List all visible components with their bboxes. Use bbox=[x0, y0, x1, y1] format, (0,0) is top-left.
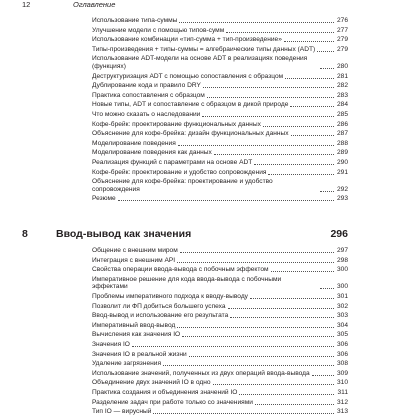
toc-entry-title: Моделирование поведения bbox=[92, 139, 176, 147]
toc-entry-title: Кофе-брейк: проектирование функциональных данных bbox=[92, 120, 261, 128]
toc-entry-page: 301 bbox=[336, 292, 348, 300]
toc-entry bbox=[92, 55, 348, 70]
dot-leader bbox=[214, 154, 334, 155]
toc-entry-page: 286 bbox=[336, 120, 348, 128]
toc-entry-title: Позволит ли ФП добиться большего успеха bbox=[92, 302, 226, 310]
toc-entry-page: 285 bbox=[336, 110, 348, 118]
dot-leader bbox=[290, 106, 334, 107]
toc-entry-page: 279 bbox=[336, 45, 348, 53]
toc-entry-page: 283 bbox=[336, 91, 348, 99]
running-title: Оглавление bbox=[73, 0, 116, 9]
toc-entry bbox=[92, 121, 348, 129]
toc-entry bbox=[92, 82, 348, 90]
toc-entry bbox=[92, 341, 348, 349]
toc-entry bbox=[92, 276, 348, 291]
toc-entry-title: Свойства операции ввода-вывода с побочным эффектом bbox=[92, 266, 269, 274]
dot-leader bbox=[179, 22, 334, 23]
dot-leader bbox=[271, 271, 334, 272]
toc-entry-title: Что можно сказать о наследовании bbox=[92, 110, 201, 118]
toc-entry bbox=[92, 351, 348, 359]
toc-entry-title: Практика создания и объединения значений IO bbox=[92, 388, 238, 396]
chapter-title: Ввод-вывод как значения bbox=[56, 228, 192, 240]
toc-list-continued bbox=[92, 17, 348, 205]
dot-leader bbox=[268, 174, 334, 175]
toc-entry-title: Вычисления как значения IO bbox=[92, 331, 181, 339]
toc-entry-page: 305 bbox=[336, 331, 348, 339]
dot-leader bbox=[250, 298, 334, 299]
toc-entry-title: Резюме bbox=[92, 195, 116, 203]
toc-entry-title: Типы-произведения + типы-суммы = алгебраические типы данных (ADT) bbox=[92, 45, 316, 53]
toc-entry bbox=[92, 322, 348, 330]
toc-entry bbox=[92, 195, 348, 203]
toc-entry-page: 290 bbox=[336, 158, 348, 166]
dot-leader bbox=[317, 51, 334, 52]
dot-leader bbox=[320, 288, 334, 289]
toc-entry-page: 291 bbox=[336, 168, 348, 176]
toc-entry bbox=[92, 312, 348, 320]
toc-entry-title: Императивное решение для кода ввода-вывода с побочными эффектами bbox=[92, 276, 318, 291]
chapter-heading bbox=[22, 228, 348, 240]
toc-entry-page: 282 bbox=[336, 82, 348, 90]
toc-entry bbox=[92, 159, 348, 167]
dot-leader bbox=[254, 164, 334, 165]
toc-entry bbox=[92, 399, 348, 407]
toc-entry-page: 312 bbox=[336, 398, 348, 406]
toc-entry-page: 300 bbox=[336, 283, 348, 291]
dot-leader bbox=[239, 394, 334, 395]
dot-leader bbox=[285, 78, 334, 79]
toc-entry-title: Использование значений, полученных из двух операций ввода-вывода bbox=[92, 369, 310, 377]
dot-leader bbox=[320, 68, 334, 69]
dot-leader bbox=[320, 191, 334, 192]
toc-entry bbox=[92, 266, 348, 274]
toc-entry-page: 289 bbox=[336, 149, 348, 157]
toc-entry-page: 293 bbox=[336, 195, 348, 203]
toc-entry bbox=[92, 92, 348, 100]
toc-entry bbox=[92, 36, 348, 44]
toc-entry bbox=[92, 293, 348, 301]
toc-entry bbox=[92, 149, 348, 157]
toc-list-chapter-8 bbox=[92, 247, 348, 418]
dot-leader bbox=[207, 97, 334, 98]
dot-leader bbox=[180, 252, 334, 253]
toc-entry-title: Использование типа-суммы bbox=[92, 17, 178, 24]
toc-entry bbox=[92, 257, 348, 265]
dot-leader bbox=[228, 308, 334, 309]
toc-entry-page: 311 bbox=[337, 388, 348, 396]
toc-entry-title: Тип IO — вирусный bbox=[92, 408, 152, 416]
toc-entry-title: Удаление загрязнения bbox=[92, 360, 162, 368]
toc-entry-title: Значения IO bbox=[92, 340, 130, 348]
toc-entry-title: Императивный ввод-вывод bbox=[92, 321, 176, 329]
dot-leader bbox=[182, 336, 334, 337]
toc-entry bbox=[92, 140, 348, 148]
toc-entry-title: Деструктуризация ADT с помощью сопоставления с образцом bbox=[92, 72, 284, 80]
toc-entry-page: 310 bbox=[336, 379, 348, 387]
toc-entry bbox=[92, 303, 348, 311]
dot-leader bbox=[189, 356, 334, 357]
toc-entry-page: 308 bbox=[336, 360, 348, 368]
toc-entry-page: 287 bbox=[336, 130, 348, 138]
toc-entry bbox=[92, 130, 348, 138]
toc-entry-title: Разделение задач при работе только со значениями bbox=[92, 398, 253, 406]
toc-entry-page: 288 bbox=[336, 139, 348, 147]
toc-entry-page: 277 bbox=[336, 26, 348, 34]
dot-leader bbox=[202, 116, 334, 117]
toc-entry-page: 280 bbox=[336, 62, 348, 70]
page-number: 12 bbox=[22, 0, 31, 9]
toc-entry-page: 302 bbox=[336, 302, 348, 310]
toc-entry-title: Значения IO в реальной жизни bbox=[92, 350, 187, 358]
toc-entry-title: Практика сопоставления с образцом bbox=[92, 91, 205, 99]
toc-entry-page: 313 bbox=[336, 408, 348, 416]
toc-entry-page: 306 bbox=[336, 340, 348, 348]
toc-entry-title: Проблемы императивного подхода к вводу-выводу bbox=[92, 292, 248, 300]
toc-entry-title: Интеграция с внешним API bbox=[92, 256, 176, 264]
toc-entry-title: Кофе-брейк: проектирование и удобство сопровождения bbox=[92, 168, 267, 176]
dot-leader bbox=[118, 200, 334, 201]
toc-entry-page: 303 bbox=[336, 312, 348, 320]
toc-entry bbox=[92, 169, 348, 177]
toc-entry-page: 281 bbox=[336, 72, 348, 80]
toc-entry bbox=[92, 178, 348, 193]
dot-leader bbox=[213, 384, 334, 385]
dot-leader bbox=[178, 145, 334, 146]
toc-entry-page: 298 bbox=[336, 256, 348, 264]
toc-entry-page: 276 bbox=[336, 17, 348, 24]
chapter-page-number: 296 bbox=[330, 228, 348, 240]
toc-entry-title: Дублирование кода и правило DRY bbox=[92, 82, 201, 90]
toc-entry-page: 304 bbox=[336, 321, 348, 329]
toc-entry-title: Общение с внешним миром bbox=[92, 247, 178, 254]
dot-leader bbox=[203, 87, 334, 88]
toc-entry bbox=[92, 331, 348, 339]
toc-entry-title: Использование комбинации «тип-сумма + тип-произведение» bbox=[92, 36, 282, 44]
dot-leader bbox=[312, 375, 334, 376]
toc-entry-title: Улучшение модели с помощью типов-сумм bbox=[92, 26, 225, 34]
toc-entry bbox=[92, 379, 348, 387]
dot-leader bbox=[230, 317, 334, 318]
toc-entry bbox=[92, 389, 348, 397]
toc-entry-title: Использование ADT-модели на основе ADT в реализациях поведения (функциях) bbox=[92, 55, 318, 70]
toc-entry bbox=[92, 27, 348, 35]
toc-entry-title: Объединение двух значений IO в одно bbox=[92, 379, 211, 387]
dot-leader bbox=[255, 404, 334, 405]
toc-entry-title: Ввод-вывод и использование его результата bbox=[92, 312, 229, 320]
toc-entry bbox=[92, 101, 348, 109]
toc-entry bbox=[92, 360, 348, 368]
toc-entry bbox=[92, 370, 348, 378]
dot-leader bbox=[177, 327, 334, 328]
toc-entry-title: Новые типы, ADT и сопоставление с образцом в дикой природе bbox=[92, 101, 289, 109]
toc-entry-page: 292 bbox=[336, 185, 348, 193]
toc-entry bbox=[92, 73, 348, 81]
toc-entry-page: 300 bbox=[336, 266, 348, 274]
toc-entry bbox=[92, 408, 348, 416]
toc-entry-page: 306 bbox=[336, 350, 348, 358]
toc-entry-title: Объяснение для кофе-брейка: дизайн функциональных данных bbox=[92, 130, 289, 138]
toc-entry bbox=[92, 111, 348, 119]
dot-leader bbox=[132, 346, 334, 347]
dot-leader bbox=[263, 126, 334, 127]
toc-entry-title: Моделирование поведения как данных bbox=[92, 149, 212, 157]
toc-entry bbox=[92, 247, 348, 255]
toc-entry bbox=[92, 46, 348, 54]
dot-leader bbox=[163, 365, 334, 366]
dot-leader bbox=[153, 413, 334, 414]
dot-leader bbox=[291, 135, 334, 136]
toc-entry-page: 284 bbox=[336, 101, 348, 109]
chapter-number: 8 bbox=[22, 228, 28, 240]
toc-entry-page: 309 bbox=[336, 369, 348, 377]
toc-entry bbox=[92, 17, 348, 25]
toc-entry-title: Объяснение для кофе-брейка: проектирование и удобство сопровождения bbox=[92, 178, 318, 193]
dot-leader bbox=[226, 32, 334, 33]
dot-leader bbox=[177, 262, 334, 263]
dot-leader bbox=[284, 41, 334, 42]
toc-entry-title: Реализация функций с параметрами на основе ADT bbox=[92, 158, 253, 166]
toc-entry-page: 279 bbox=[336, 36, 348, 44]
toc-entry-page: 297 bbox=[336, 247, 348, 254]
